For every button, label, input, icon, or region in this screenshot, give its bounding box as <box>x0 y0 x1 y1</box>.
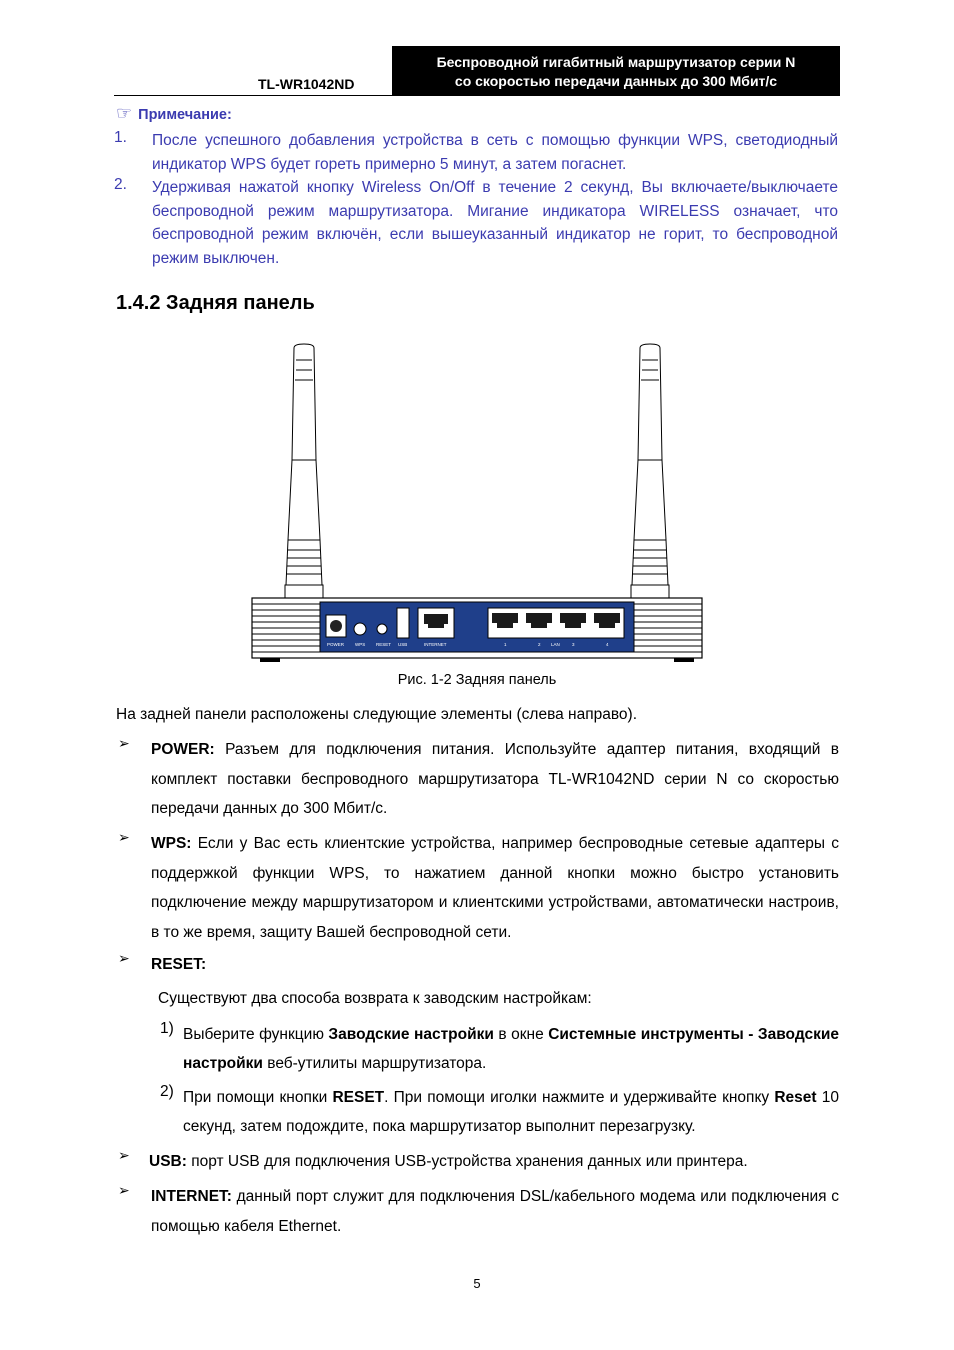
power-jack-hole <box>330 620 342 632</box>
bold-run: RESET <box>332 1089 385 1106</box>
text-run: 10 секунд, затем подождите, пока маршрутизатор выполнит перезагрузку. <box>183 1089 839 1135</box>
router-rear-panel-figure <box>248 340 706 665</box>
bullet-label: INTERNET: <box>151 1188 232 1205</box>
bold-run: Заводские настройки <box>328 1026 494 1043</box>
section-title: 1.4.2 Задняя панель <box>116 292 315 314</box>
label-reset: RESET <box>376 642 392 647</box>
bullet-power-text <box>151 735 839 824</box>
note-item-number: 1. <box>114 129 127 146</box>
label-lan-4: 4 <box>606 642 609 647</box>
internet-port <box>418 608 454 638</box>
bullet-reset-text <box>151 950 839 980</box>
intro-text: На задней панели расположены следующие элементы (слева направо). <box>116 706 638 723</box>
header-title-line1: Беспроводной гигабитный маршрутизатор серии N <box>436 54 796 70</box>
bullet-wps-text <box>151 829 839 947</box>
note-title <box>116 103 232 124</box>
text-run: . При помощи иголки нажмите и удерживайте кнопку <box>384 1089 775 1106</box>
arrow-bullet-icon: ➢ <box>118 1182 130 1198</box>
note-item-number: 2. <box>114 176 127 193</box>
label-lan-3: 3 <box>572 642 575 647</box>
sub-item-number: 1) <box>160 1020 174 1037</box>
bullet-label: USB: <box>149 1153 187 1170</box>
arrow-bullet-icon: ➢ <box>118 829 130 845</box>
arrow-bullet-icon: ➢ <box>118 735 130 751</box>
bullet-body: данный порт служит для подключения DSL/кабельного модема или подключения с помощью кабеля Ethernet. <box>151 1188 839 1235</box>
header-title-box <box>392 46 840 96</box>
note-item-text: Удерживая нажатой кнопку Wireless On/Off в течение 2 секунд, Вы включаете/выключаете беспроводной режим маршрутизатора. Мигание индикатора WIRELESS означает, что беспроводной режим включён, если вышеуказанный индикатор не горит, то беспроводной режим выключен. <box>152 179 838 267</box>
bullet-body: Разъем для подключения питания. Используйте адаптер питания, входящий в комплект поставки беспроводного маршрутизатора TL-WR1042ND серии N со скоростью передачи данных до 300 Мбит/с. <box>151 741 839 817</box>
note-item-text: После успешного добавления устройства в сеть с помощью функции WPS, светодиодный индикатор WPS будет гореть примерно 5 минут, а затем погаснет. <box>152 132 838 173</box>
bullet-body: порт USB для подключения USB-устройства хранения данных или принтера. <box>186 1153 748 1170</box>
text-run: Выберите функцию <box>183 1026 329 1043</box>
label-internet: INTERNET <box>424 642 447 647</box>
model-name: TL-WR1042ND <box>258 76 355 92</box>
label-usb: USB <box>398 642 408 647</box>
sub-item-number: 2) <box>160 1083 174 1100</box>
bullet-label: WPS: <box>151 835 192 852</box>
arrow-bullet-icon: ➢ <box>118 1147 130 1163</box>
bullet-usb-text <box>149 1147 837 1177</box>
pointing-hand-icon: ☞ <box>116 103 133 123</box>
label-lan-1: 1 <box>504 642 507 647</box>
usb-port <box>397 608 409 638</box>
note-title-text: Примечание: <box>138 107 232 123</box>
reset-description: Существуют два способа возврата к заводским настройкам: <box>158 990 592 1007</box>
figure-caption: Рис. 1-2 Задняя панель <box>397 672 557 688</box>
bold-run: Системные инструменты - Заводские настройки <box>183 1026 839 1072</box>
label-lan-2: 2 <box>538 642 541 647</box>
text-run: При помощи кнопки <box>183 1089 333 1106</box>
header-rule <box>114 95 840 96</box>
reset-button <box>377 624 387 634</box>
bold-run: Reset <box>774 1089 817 1106</box>
arrow-bullet-icon: ➢ <box>118 950 130 966</box>
lan-ports <box>488 608 624 638</box>
label-lan: LAN <box>551 642 560 647</box>
header-title-line2: со скоростью передачи данных до 300 Мбит/с <box>454 73 778 89</box>
bullet-label: RESET: <box>151 956 207 973</box>
wps-button <box>354 623 366 635</box>
bullet-internet-text <box>151 1182 839 1241</box>
sub-item-text <box>183 1020 839 1078</box>
bullet-body: Если у Вас есть клиентские устройства, например беспроводные сетевые адаптеры с поддержкой функции WPS, то нажатием данной кнопки можно быстро установить подключение между маршрутизатором и клиентскими устройствами, автоматически настроив, в то же время, защиту Вашей беспроводной сети. <box>151 835 839 941</box>
label-power: POWER <box>327 642 345 647</box>
text-run: веб-утилиты маршрутизатора. <box>262 1055 487 1072</box>
sub-item-text <box>183 1083 839 1141</box>
page-number: 5 <box>473 1276 481 1291</box>
text-run: в окне <box>493 1026 549 1043</box>
label-wps: WPS <box>355 642 366 647</box>
bullet-label: POWER: <box>151 741 215 758</box>
